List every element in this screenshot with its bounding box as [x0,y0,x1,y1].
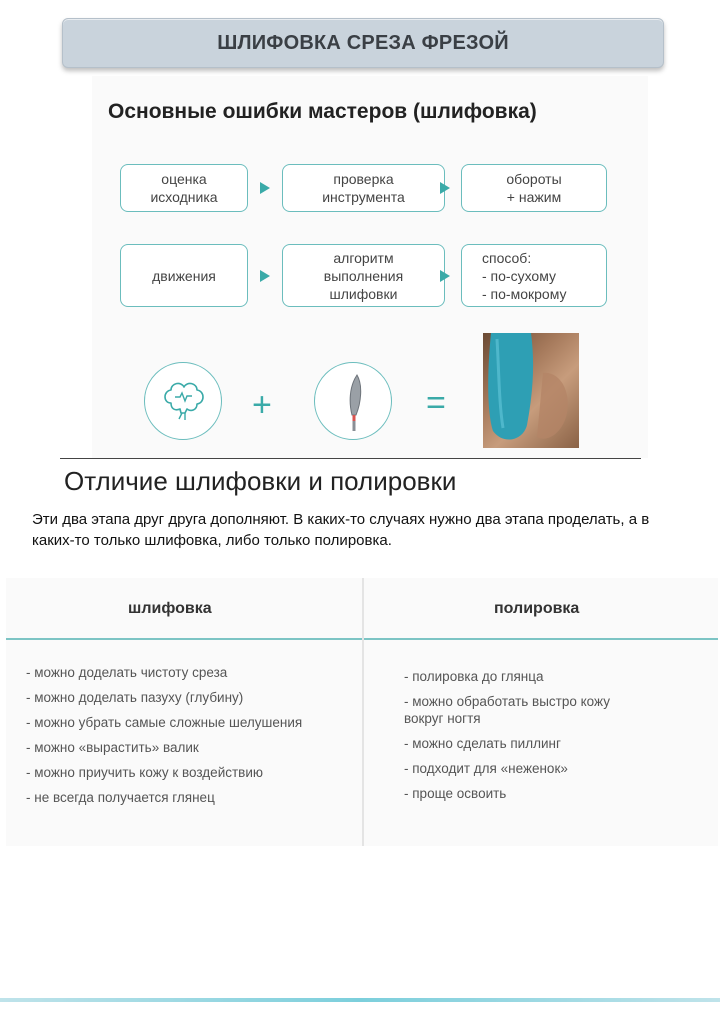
polishing-header: полировка [494,600,580,617]
step-box-6: способ: - по-сухому - по-мокрому [461,244,607,307]
polishing-list [404,668,704,810]
grinding-list [26,664,356,814]
list-item: - можно сделать пиллинг [404,736,561,751]
manicure-photo [483,333,579,448]
errors-slide [92,76,648,458]
list-item: - можно «вырастить» валик [26,740,199,755]
grinding-header: шлифовка [128,600,212,617]
list-item: - не всегда получается глянец [26,790,215,805]
section-title: Отличие шлифовки и полировки [64,466,457,496]
step-box-2: проверка инструмента [282,164,445,212]
slide-title: Основные ошибки мастеров (шлифовка) [108,100,537,123]
list-item: - можно обработать выстро кожу вокруг ногтя [404,694,610,726]
arrow-right-icon [260,270,270,282]
list-item: - полировка до глянца [404,669,544,684]
intro-paragraph: Эти два этапа друг друга дополняют. В каких-то случаях нужно два этапа проделать, а в каких-то только шлифовка, либо только полировка. [32,511,650,549]
header-bar [62,18,664,68]
step-box-3: обороты + нажим [461,164,607,212]
step-box-1: оценка исходника [120,164,248,212]
arrow-right-icon [260,182,270,194]
list-item: - можно доделать чистоту среза [26,665,228,680]
list-item: - можно приучить кожу к воздействию [26,765,264,780]
drill-bit-circle [314,362,392,440]
section-divider [60,458,641,459]
drill-bit-icon [315,363,391,439]
plus-sign: + [252,386,272,424]
page-title: ШЛИФОВКА СРЕЗА ФРЕЗОЙ [217,31,509,54]
list-item: - подходит для «неженок» [404,761,568,776]
brain-icon [145,363,221,439]
footer-line [0,998,720,1002]
arrow-right-icon [440,182,450,194]
list-item: - можно доделать пазуху (глубину) [26,690,244,705]
column-divider [362,578,364,846]
brain-circle [144,362,222,440]
equals-sign: = [426,384,446,422]
list-item: - можно убрать самые сложные шелушения [26,715,303,730]
list-item: - проще освоить [404,786,507,801]
nail-image-icon [483,333,579,448]
step-box-4: движения [120,244,248,307]
arrow-right-icon [440,270,450,282]
comparison-table [6,578,718,846]
step-box-5: алгоритм выполнения шлифовки [282,244,445,307]
